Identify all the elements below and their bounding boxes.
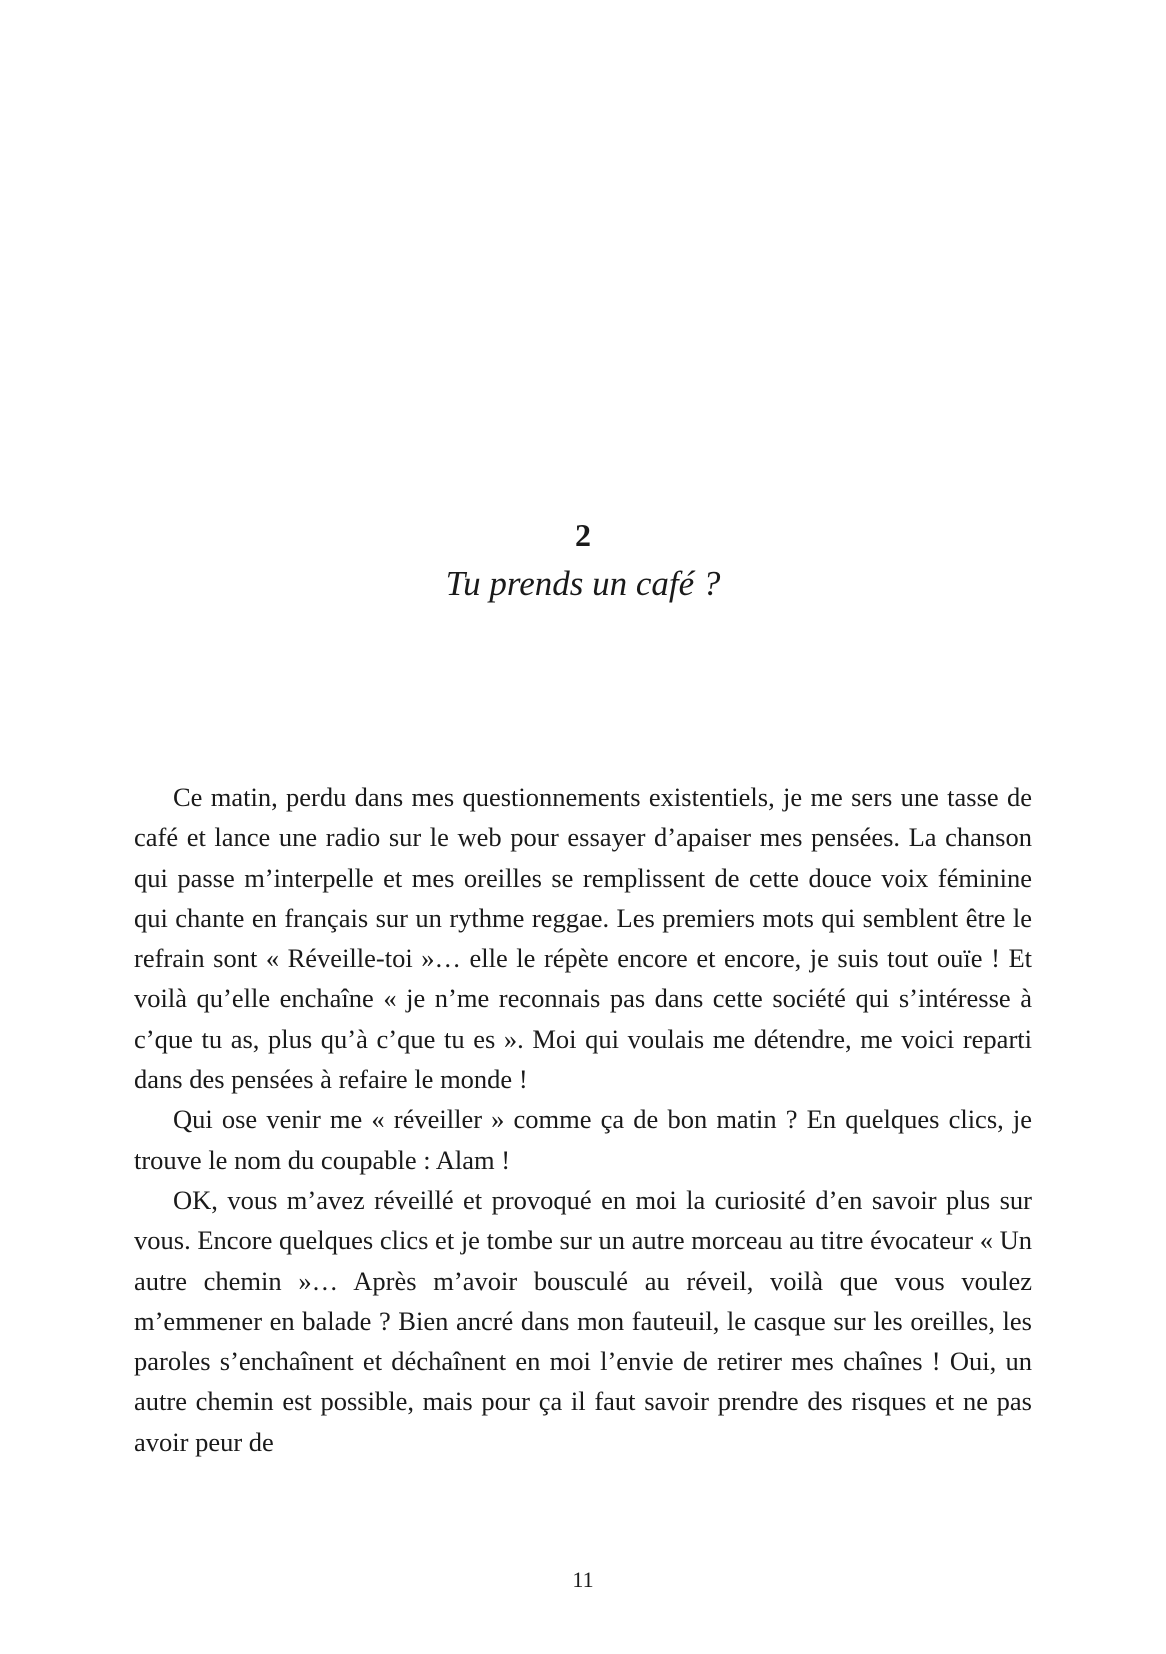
paragraph: Qui ose venir me « réveiller » comme ça de bon matin ? En quelques clics, je trouve le nom du coupable : Alam ! (134, 1104, 1032, 1175)
paragraph: Ce matin, perdu dans mes questionnements existentiels, je me sers une tasse de café et lance une radio sur le web pour essayer d’apaiser mes pensées. La chanson qui passe m’interpelle et mes oreilles se remplissent de cette douce voix féminine qui chante en français sur un rythme reggae. Les premiers mots qui semblent être le refrain sont « Réveille-toi »… elle le répète encore et encore, je suis tout ouïe ! Et voilà qu’elle enchaîne « je n’me reconnais pas dans cette société qui s’intéresse à c’que tu as, plus qu’à c’que tu es ». Moi qui voulais me détendre, me voici reparti dans des pensées à refaire le monde ! (134, 782, 1032, 1095)
chapter-title: Tu prends un café ? (445, 564, 721, 603)
page-number: 11 (572, 1567, 594, 1592)
paragraph: OK, vous m’avez réveillé et provoqué en moi la curiosité d’en savoir plus sur vous. Encore quelques clics et je tombe sur un autre morceau au titre évocateur « Un autre chemin »… Après m’avoir bousculé au réveil, voilà que vous voulez m’emmener en balade ? Bien ancré dans mon fauteuil, le casque sur les oreilles, les paroles s’enchaînent et déchaînent en moi l’envie de retirer mes chaînes ! Oui, un autre chemin est possible, mais pour ça il faut savoir prendre des risques et ne pas avoir peur de (134, 1184, 1032, 1457)
chapter-number: 2 (575, 517, 591, 553)
body-text (134, 777, 1032, 1462)
